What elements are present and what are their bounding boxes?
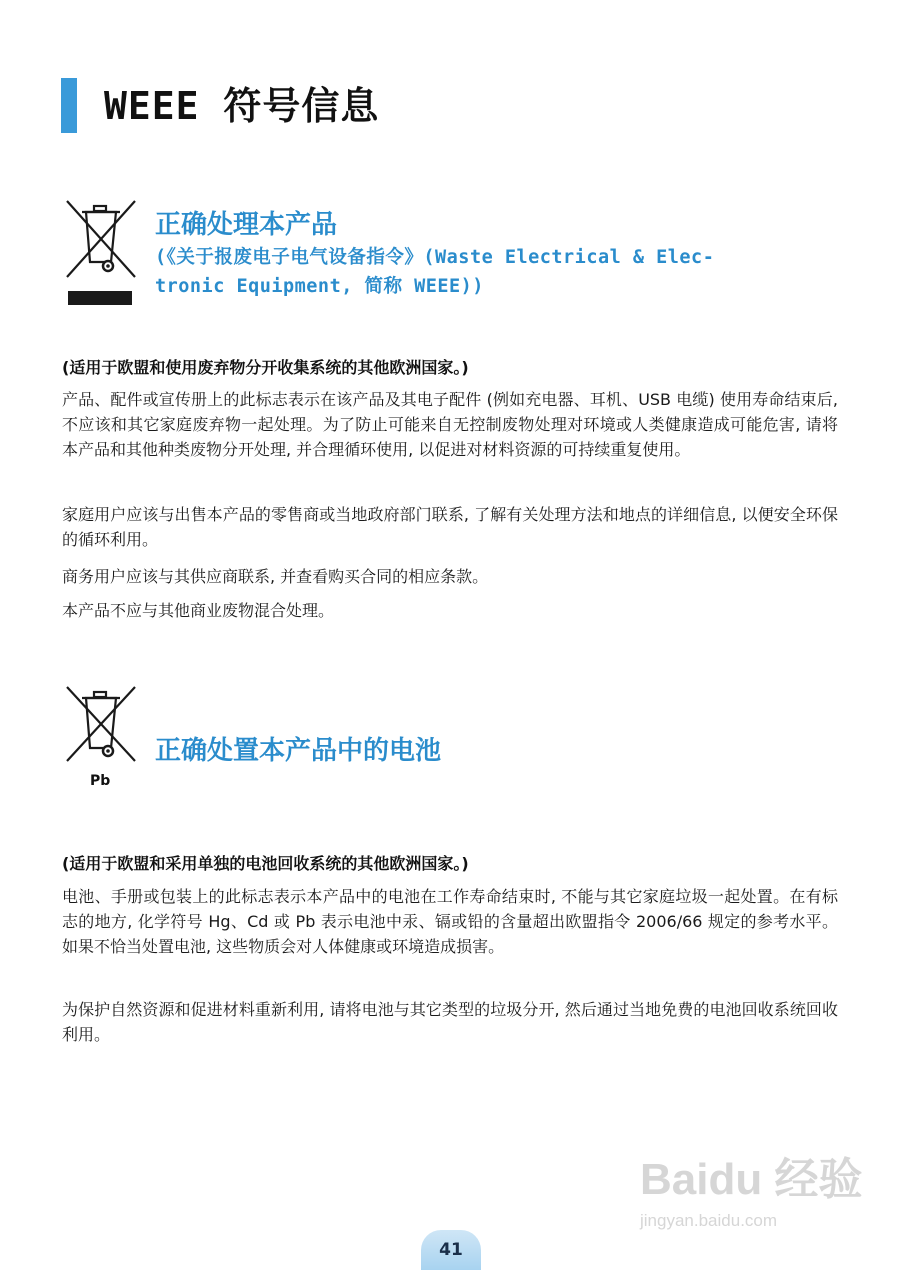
page-title: WEEE 符号信息 (104, 84, 380, 128)
section1-subtitle-line2: tronic Equipment, 简称 WEEE)) (155, 276, 484, 297)
crossed-out-wheelie-bin-icon (64, 198, 138, 280)
baidu-watermark (640, 1150, 870, 1240)
section1-title: 正确处理本产品 (155, 210, 338, 240)
section2-note: (适用于欧盟和采用单独的电池回收系统的其他欧洲国家。) (62, 854, 469, 873)
section1-paragraph: 家庭用户应该与出售本产品的零售商或当地政府部门联系, 了解有关处理方法和地点的详细信息, 以便安全环保的循环利用。 (62, 505, 838, 549)
bin-underline-bar (68, 291, 132, 305)
page-number: 41 (421, 1230, 481, 1270)
section1-paragraph: 本产品不应与其他商业废物混合处理。 (62, 601, 335, 620)
pb-chemical-label: Pb (90, 773, 111, 789)
section2-paragraph: 电池、手册或包装上的此标志表示本产品中的电池在工作寿命结束时, 不能与其它家庭垃圾一起处置。在有标志的地方, 化学符号 Hg、Cd 或 Pb 表示电池中汞、镉或铅的含量超出欧盟指令 2006/66 规定的参考水平。如果不恰当处置电池, 这些物质会对人体健康或环境造成损害。 (62, 887, 838, 956)
watermark-logo: Baidu 经验 (640, 1155, 863, 1204)
section2-paragraph: 为保护自然资源和促进材料重新利用, 请将电池与其它类型的垃圾分开, 然后通过当地免费的电池回收系统回收利用。 (62, 1000, 838, 1044)
title-accent-bar (61, 78, 77, 133)
section1-paragraph: 产品、配件或宣传册上的此标志表示在该产品及其电子配件 (例如充电器、耳机、USB 电缆) 使用寿命结束后, 不应该和其它家庭废弃物一起处理。为了防止可能来自无控制废物处理对环境或人类健康造成可能危害, 请将本产品和其他种类废物分开处理, 并合理循环使用, 以促进对材料资源的可持续重复使用。 (62, 390, 838, 459)
section2-title: 正确处置本产品中的电池 (155, 736, 442, 766)
section1-subtitle-line1: (《关于报废电子电气设备指令》(Waste Electrical & Elec- (155, 247, 715, 268)
section1-note: (适用于欧盟和使用废弃物分开收集系统的其他欧洲国家。) (62, 358, 469, 377)
crossed-out-wheelie-bin-icon (64, 684, 138, 764)
watermark-url: jingyan.baidu.com (640, 1211, 778, 1230)
section1-paragraph: 商务用户应该与其供应商联系, 并查看购买合同的相应条款。 (62, 567, 489, 586)
